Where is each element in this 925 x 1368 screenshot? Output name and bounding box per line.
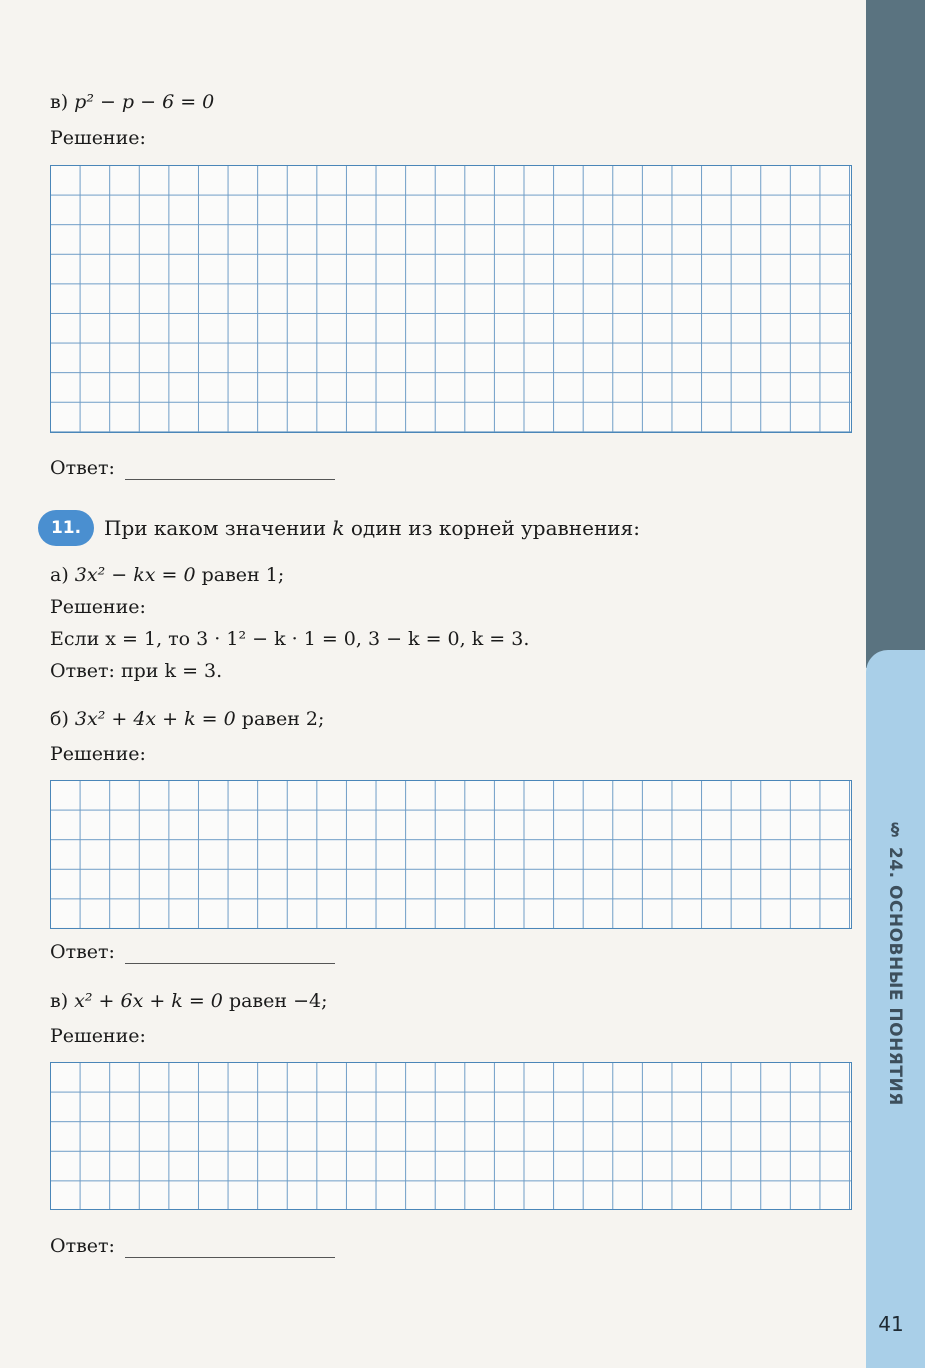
equation: x² + 6x + k = 0 (74, 990, 223, 1012)
solution-grid-v-top[interactable] (50, 165, 852, 433)
section-label: § 24. ОСНОВНЫЕ ПОНЯТИЯ (885, 820, 905, 1106)
solution-label: Решение: (50, 743, 146, 765)
answer-blank[interactable] (125, 947, 335, 964)
exercise-prefix: в) (50, 91, 69, 113)
solution-grid-b[interactable] (50, 780, 852, 929)
statement-pre: При каком значении (104, 516, 327, 540)
solution-label: Решение: (50, 127, 146, 149)
statement-post: один из корней уравнения: (350, 516, 640, 540)
solution-text: Если x = 1, то 3 · 1² − k · 1 = 0, 3 − k = 0, k = 3. (50, 628, 530, 650)
solution-label: Решение: (50, 1025, 146, 1047)
answer-line-b (50, 940, 335, 964)
equation: 3x² − kx = 0 (74, 564, 196, 586)
exercise-v-header (50, 989, 327, 1013)
answer-label: Ответ: (50, 941, 115, 963)
exercise-b-header (50, 707, 324, 731)
equation: 3x² + 4x + k = 0 (74, 708, 236, 730)
condition: равен −4; (228, 990, 328, 1012)
answer-blank[interactable] (125, 1241, 335, 1258)
equation: p² − p − 6 = 0 (74, 91, 215, 113)
task-number-badge: 11. (38, 510, 94, 546)
condition: равен 2; (241, 708, 325, 730)
answer-line-v-top (50, 456, 335, 480)
page-number: 41 (878, 1312, 904, 1336)
sidebar-dark-band (866, 0, 925, 668)
statement-var: k (332, 516, 345, 540)
exercise-prefix: в) (50, 990, 69, 1012)
task-statement (104, 515, 640, 541)
exercise-a-header (50, 563, 284, 587)
answer-blank[interactable] (125, 463, 335, 480)
exercise-prefix: б) (50, 708, 69, 730)
answer-line-v (50, 1234, 335, 1258)
solution-grid-v[interactable] (50, 1062, 852, 1210)
exercise-prefix: а) (50, 564, 69, 586)
answer-label: Ответ: (50, 457, 115, 479)
answer-text: Ответ: при k = 3. (50, 660, 223, 682)
solution-label: Решение: (50, 596, 146, 618)
exercise-v-top-header (50, 90, 214, 114)
answer-label: Ответ: (50, 1235, 115, 1257)
condition: равен 1; (201, 564, 285, 586)
